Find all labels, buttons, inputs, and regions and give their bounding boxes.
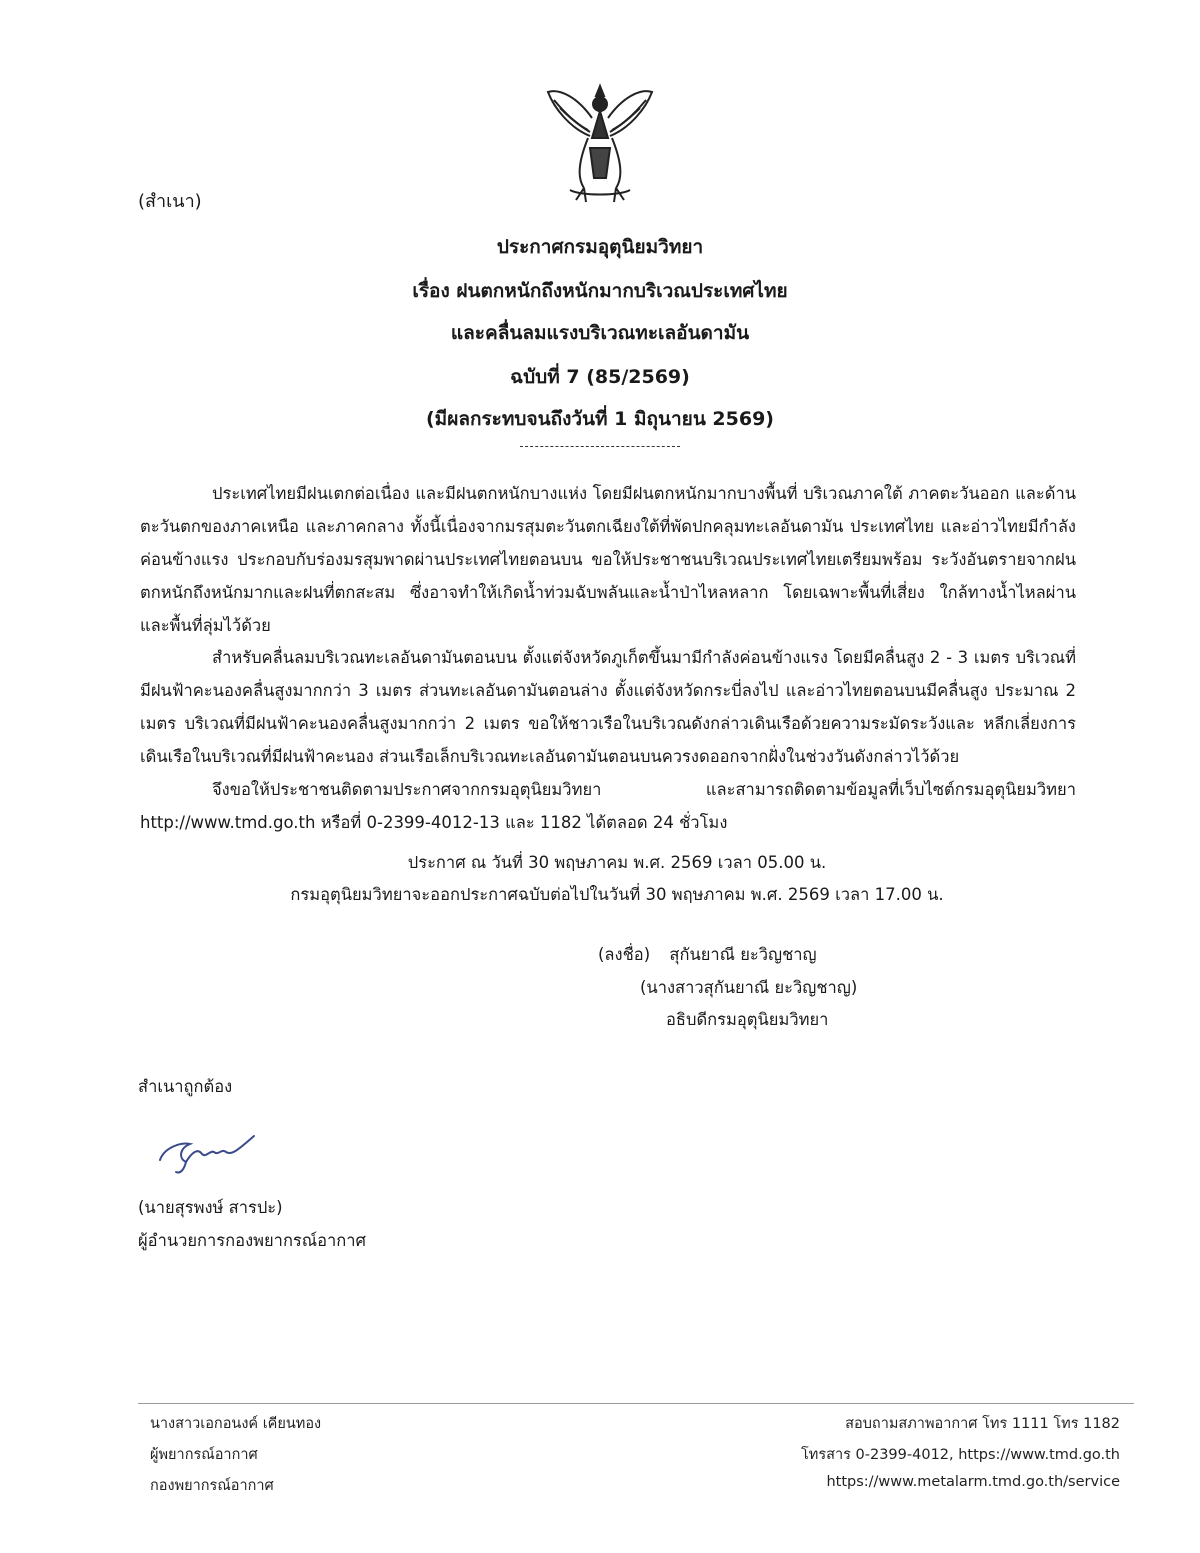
footer-left-title: ผู้พยากรณ์อากาศ [150,1447,258,1463]
signer-full-name: (นางสาวสุกันยาณี ยะวิญชาญ) [640,978,858,997]
announce-date: ประกาศ ณ วันที่ 30 พฤษภาคม พ.ศ. 2569 เวลา 05.00 น. [407,853,827,872]
footer-right-phone: สอบถามสภาพอากาศ โทร 1111 โทร 1182 [845,1416,1120,1432]
footer-right-link[interactable]: https://www.metalarm.tmd.go.th/service [826,1474,1120,1490]
footer-divider [138,1403,1134,1404]
header-effective: (มีผลกระทบจนถึงวันที่ 1 มิถุนายน 2569) [425,408,774,430]
signer-position: อธิบดีกรมอุตุนิยมวิทยา [666,1010,829,1029]
certified-label: สำเนาถูกต้อง [138,1077,233,1096]
header-subject-cont: และคลื่นลมแรงบริเวณทะเลอันดามัน [450,322,750,344]
certified-position: ผู้อำนวยการกองพยากรณ์อากาศ [138,1231,367,1250]
body-paragraph-2: สำหรับคลื่นลมบริเวณทะเลอันดามันตอนบน ตั้งแต่จังหวัดภูเก็ตขึ้นมามีกำลังค่อนข้างแรง โดยมีคลื่นสูง 2 - 3 เมตร บริเวณที่มีฝนฟ้าคะนองคลื่นสูงมากกว่า 3 เมตร ส่วนทะเลอันดามันตอนล่าง ตั้งแต่จังหวัดกระบี่ลงไป และอ่าวไทยตอนบนมีคลื่นสูง ประมาณ 2 เมตร บริเวณที่มีฝนฟ้าคะนองคลื่นสูงมากกว่า 2 เมตร ขอให้ชาวเรือในบริเวณดังกล่าวเดินเรือด้วยความระมัดระวังและ หลีกเลี่ยงการเดินเรือในบริเวณที่มีฝนฟ้าคะนอง ส่วนเรือเล็กบริเวณทะเลอันดามันตอนบนควรงดออกจากฝั่งในช่วงวันดังกล่าวไว้ด้วย [140,648,1076,766]
footer-left-division: กองพยากรณ์อากาศ [150,1478,274,1494]
footer-right-fax: โทรสาร 0-2399-4012, https://www.tmd.go.th [801,1447,1120,1463]
signed-name: สุกันยาณี ยะวิญชาญ [669,945,817,964]
header-subject: เรื่อง ฝนตกหนักถึงหนักมากบริเวณประเทศไทย [412,280,788,302]
next-announce: กรมอุตุนิยมวิทยาจะออกประกาศฉบับต่อไปในวันที่ 30 พฤษภาคม พ.ศ. 2569 เวลา 17.00 น. [290,885,944,904]
header-divider [520,446,680,447]
header-title: ประกาศกรมอุตุนิยมวิทยา [496,236,704,258]
garuda-emblem-icon [540,78,660,208]
signed-prefix: (ลงชื่อ) [598,945,651,964]
header-issue: ฉบับที่ 7 (85/2569) [510,366,690,388]
body-paragraph-3: จึงขอให้ประชาชนติดตามประกาศจากกรมอุตุนิยมวิทยา และสามารถติดตามข้อมูลที่เว็บไซต์กรมอุตุนิยมวิทยา http://www.tmd.go.th หรือที่ 0-2399-4012-13 และ 1182 ได้ตลอด 24 ชั่วโมง [140,780,1076,832]
copy-label: (สำเนา) [138,191,202,212]
handwritten-signature-icon [150,1122,270,1182]
body-paragraph-1: ประเทศไทยมีฝนเตกต่อเนื่อง และมีฝนตกหนักบางแห่ง โดยมีฝนตกหนักมากบางพื้นที่ บริเวณภาคใต้ ภาคตะวันออก และด้านตะวันตกของภาคเหนือ และภาคกลาง ทั้งนี้เนื่องจากมรสุมตะวันตกเฉียงใต้ที่พัดปกคลุมทะเลอันดามัน ประเทศไทย และอ่าวไทยมีกำลังค่อนข้างแรง ประกอบกับร่องมรสุมพาดผ่านประเทศไทยตอนบน ขอให้ประชาชนบริเวณประเทศไทยเตรียมพร้อม ระวังอันตรายจากฝนตกหนักถึงหนักมากและฝนที่ตกสะสม ซึ่งอาจทำให้เกิดน้ำท่วมฉับพลันและน้ำป่าไหลหลาก โดยเฉพาะพื้นที่เสี่ยง ใกล้ทางน้ำไหลผ่านและพื้นที่ลุ่มไว้ด้วย [140,484,1076,635]
footer-left-name: นางสาวเอกอนงค์ เคียนทอง [150,1416,322,1432]
certified-name: (นายสุรพงษ์ สารปะ) [138,1198,283,1217]
